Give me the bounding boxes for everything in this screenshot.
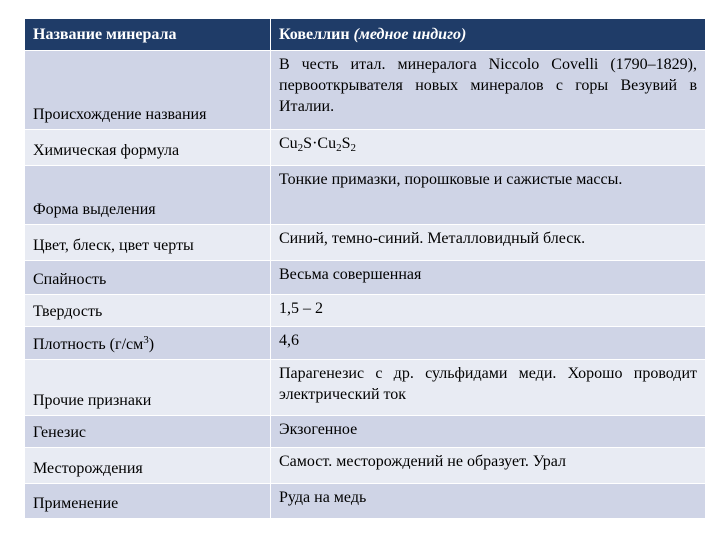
property-name: Плотность $(г/см^3)$ [25, 327, 271, 360]
table-row [25, 360, 706, 416]
table-row [25, 448, 706, 484]
property-name: Форма выделения [25, 166, 271, 225]
table-row [25, 130, 706, 166]
mineral-alt-name: (медное индиго) [353, 25, 467, 43]
property-name: Цвет, блеск, цвет черты [25, 225, 271, 261]
table-row [25, 484, 706, 519]
table-row [25, 225, 706, 261]
mineral-table-container [24, 18, 705, 519]
property-name: Спайность [25, 261, 271, 295]
property-name: Твердость [25, 295, 271, 327]
property-name: Происхождение названия [25, 51, 271, 130]
table-row [25, 51, 706, 130]
property-name: Применение [25, 484, 271, 519]
property-name: Генезис [25, 416, 271, 448]
header-mineral-name [271, 19, 706, 51]
table-row [25, 261, 706, 295]
table-row [25, 295, 706, 327]
property-value: Парагенезис с др. сульфидами меди. Хорошо проводит электрический ток [271, 360, 706, 416]
mineral-properties-table [24, 18, 706, 519]
table-row [25, 327, 706, 360]
property-value: Самост. месторождений не образует. Урал [271, 448, 706, 484]
table-header-row [25, 19, 706, 51]
header-property-name: Название минерала [25, 19, 271, 51]
property-value: Синий, темно-синий. Металловидный блеск. [271, 225, 706, 261]
property-value: Экзогенное [271, 416, 706, 448]
property-value: В честь итал. минералога Niccolo Covelli (1790–1829), первооткрывателя новых минералов с горы Везувий в Италии. [271, 51, 706, 130]
property-value: Руда на медь [271, 484, 706, 519]
property-value: 4,6 [271, 327, 706, 360]
property-value: 1,5 – 2 [271, 295, 706, 327]
mineral-name: Ковеллин [279, 25, 350, 43]
property-name: Прочие признаки [25, 360, 271, 416]
chemical-formula: $Cu_2S\cdot Cu_2S_2$ [271, 130, 706, 166]
property-value: Весьма совершенная [271, 261, 706, 295]
property-value: Тонкие примазки, порошковые и сажистые массы. [271, 166, 706, 225]
table-row [25, 166, 706, 225]
property-name: Химическая формула [25, 130, 271, 166]
table-row [25, 416, 706, 448]
property-name: Месторождения [25, 448, 271, 484]
